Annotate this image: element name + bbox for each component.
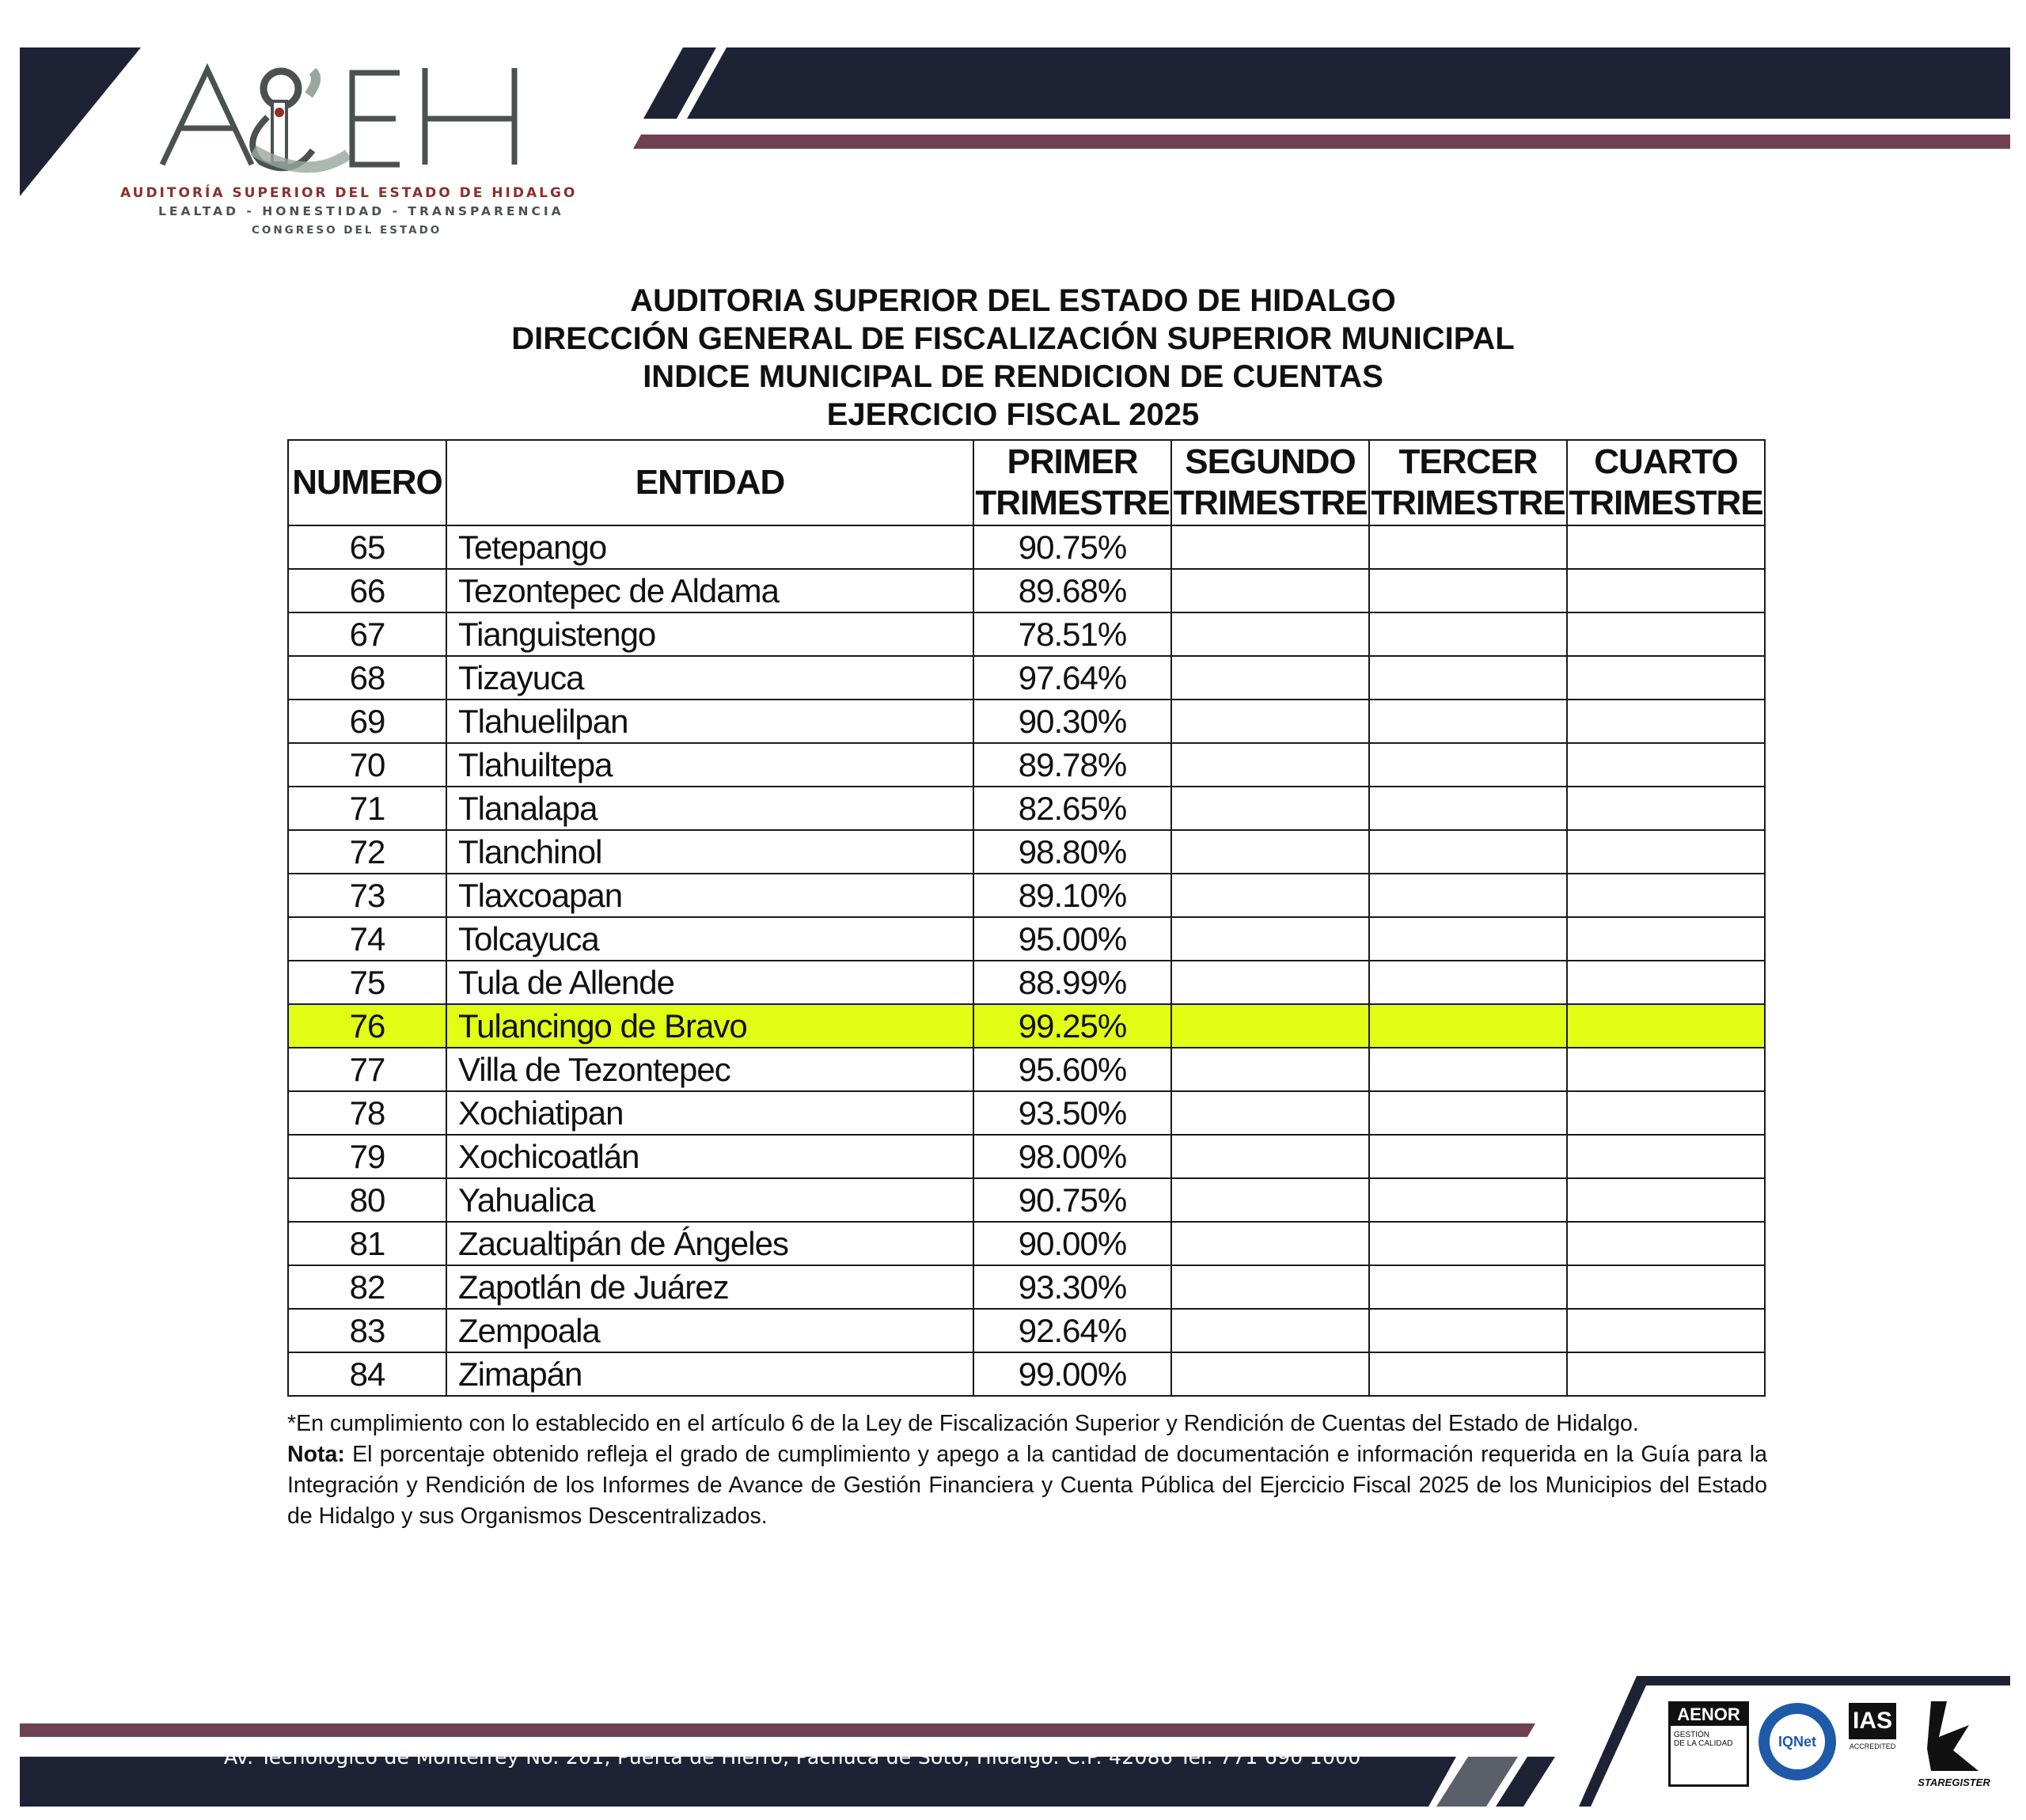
table-row bbox=[288, 1178, 1765, 1222]
cell-primer-trimestre: 98.80% bbox=[973, 830, 1171, 874]
table-row bbox=[288, 700, 1765, 743]
cell-cuarto-trimestre bbox=[1567, 525, 1765, 569]
header-left-triangle bbox=[20, 47, 141, 196]
cell-primer-trimestre: 82.65% bbox=[973, 787, 1171, 830]
cell-numero: 77 bbox=[288, 1048, 446, 1091]
cell-primer-trimestre: 99.25% bbox=[973, 1004, 1171, 1048]
logo-motto: LEALTAD - HONESTIDAD - TRANSPARENCIA bbox=[158, 204, 564, 218]
cell-segundo-trimestre bbox=[1171, 961, 1369, 1004]
cell-tercer-trimestre bbox=[1369, 1004, 1567, 1048]
cell-segundo-trimestre bbox=[1171, 1004, 1369, 1048]
cell-primer-trimestre: 88.99% bbox=[973, 961, 1171, 1004]
cell-primer-trimestre: 78.51% bbox=[973, 612, 1171, 656]
cell-numero: 74 bbox=[288, 917, 446, 961]
cell-entidad: Zimapán bbox=[446, 1352, 973, 1396]
cell-numero: 84 bbox=[288, 1352, 446, 1396]
table-row bbox=[288, 1352, 1765, 1396]
cell-entidad: Tetepango bbox=[446, 525, 973, 569]
cell-segundo-trimestre bbox=[1171, 743, 1369, 787]
cell-entidad: Tlahuelilpan bbox=[446, 700, 973, 743]
cell-numero: 81 bbox=[288, 1222, 446, 1265]
cell-cuarto-trimestre bbox=[1567, 569, 1765, 612]
cell-entidad: Zapotlán de Juárez bbox=[446, 1265, 973, 1309]
logo-org-line: AUDITORÍA SUPERIOR DEL ESTADO DE HIDALGO bbox=[120, 185, 578, 201]
table-row bbox=[288, 1091, 1765, 1135]
cell-tercer-trimestre bbox=[1369, 1048, 1567, 1091]
cell-cuarto-trimestre bbox=[1567, 787, 1765, 830]
title-line-3: INDICE MUNICIPAL DE RENDICION DE CUENTAS bbox=[643, 359, 1383, 394]
cell-primer-trimestre: 89.78% bbox=[973, 743, 1171, 787]
cell-tercer-trimestre bbox=[1369, 612, 1567, 656]
cell-segundo-trimestre bbox=[1171, 787, 1369, 830]
cell-cuarto-trimestre bbox=[1567, 612, 1765, 656]
col-header-numero: NUMERO bbox=[288, 440, 446, 525]
nota-text: El porcentaje obtenido refleja el grado de cumplimiento y apego a la cantidad de documentación e información requerida en la Guía para la Integración y Rendición de los Informes de Avance de Gestión Financiera y Cuenta Pública del Ejercicio Fiscal 2025 de los Municipios del Estado de Hidalgo y sus Organismos Descentralizados. bbox=[287, 1442, 1767, 1529]
cell-entidad: Tula de Allende bbox=[446, 961, 973, 1004]
cell-entidad: Tlanchinol bbox=[446, 830, 973, 874]
col-header-tercer-trimestre: TERCER TRIMESTRE bbox=[1369, 440, 1567, 525]
cell-cuarto-trimestre bbox=[1567, 1178, 1765, 1222]
cell-primer-trimestre: 99.00% bbox=[973, 1352, 1171, 1396]
cell-numero: 75 bbox=[288, 961, 446, 1004]
table-row bbox=[288, 917, 1765, 961]
cell-cuarto-trimestre bbox=[1567, 1265, 1765, 1309]
cell-tercer-trimestre bbox=[1369, 917, 1567, 961]
cell-primer-trimestre: 95.60% bbox=[973, 1048, 1171, 1091]
cell-segundo-trimestre bbox=[1171, 1222, 1369, 1265]
logo-sub: CONGRESO DEL ESTADO bbox=[252, 224, 442, 237]
table-header bbox=[288, 440, 1765, 525]
cell-cuarto-trimestre bbox=[1567, 1309, 1765, 1352]
col-header-entidad: ENTIDAD bbox=[446, 440, 973, 525]
cell-tercer-trimestre bbox=[1369, 656, 1567, 700]
cell-numero: 68 bbox=[288, 656, 446, 700]
ias-sub: ACCREDITED bbox=[1849, 1742, 1896, 1750]
table-row bbox=[288, 569, 1765, 612]
cell-primer-trimestre: 95.00% bbox=[973, 917, 1171, 961]
cell-numero: 79 bbox=[288, 1135, 446, 1178]
title-line-1: AUDITORIA SUPERIOR DEL ESTADO DE HIDALGO bbox=[630, 283, 1396, 318]
nota-paragraph bbox=[287, 1439, 1767, 1532]
iqnet-label: IQNet bbox=[1777, 1733, 1816, 1750]
footer-address: Av. Tecnológico de Monterrey No. 201, Puerta de Hierro, Pachuca de Soto, Hidalgo. C.P. 42086 Tel. 771 690 1000 bbox=[224, 1746, 1361, 1769]
col-header-segundo-trimestre: SEGUNDO TRIMESTRE bbox=[1171, 440, 1369, 525]
cell-segundo-trimestre bbox=[1171, 917, 1369, 961]
cell-cuarto-trimestre bbox=[1567, 1048, 1765, 1091]
header-stripe-2 bbox=[687, 47, 2010, 119]
table-row bbox=[288, 743, 1765, 787]
cell-entidad: Tianguistengo bbox=[446, 612, 973, 656]
aseh-logo-graphic bbox=[162, 68, 514, 168]
cell-entidad: Zacualtipán de Ángeles bbox=[446, 1222, 973, 1265]
cell-entidad: Tezontepec de Aldama bbox=[446, 569, 973, 612]
title-line-4: EJERCICIO FISCAL 2025 bbox=[826, 397, 1200, 432]
cell-segundo-trimestre bbox=[1171, 830, 1369, 874]
cell-numero: 66 bbox=[288, 569, 446, 612]
table-row bbox=[288, 830, 1765, 874]
star-icon bbox=[1907, 1701, 2001, 1773]
cell-cuarto-trimestre bbox=[1567, 874, 1765, 917]
cell-tercer-trimestre bbox=[1369, 961, 1567, 1004]
cell-cuarto-trimestre bbox=[1567, 1135, 1765, 1178]
table-row bbox=[288, 656, 1765, 700]
cell-numero: 69 bbox=[288, 700, 446, 743]
aenor-sub2: DE LA CALIDAD bbox=[1674, 1739, 1733, 1748]
cell-tercer-trimestre bbox=[1369, 700, 1567, 743]
ias-label: IAS bbox=[1849, 1703, 1896, 1739]
cell-segundo-trimestre bbox=[1171, 569, 1369, 612]
cell-numero: 80 bbox=[288, 1178, 446, 1222]
cell-segundo-trimestre bbox=[1171, 874, 1369, 917]
table-body bbox=[288, 525, 1765, 1396]
cell-primer-trimestre: 90.00% bbox=[973, 1222, 1171, 1265]
cell-segundo-trimestre bbox=[1171, 1265, 1369, 1309]
aenor-badge bbox=[1668, 1701, 1749, 1787]
cell-segundo-trimestre bbox=[1171, 1135, 1369, 1178]
cell-primer-trimestre: 89.68% bbox=[973, 569, 1171, 612]
ias-badge bbox=[1849, 1703, 1896, 1782]
cell-entidad: Tlanalapa bbox=[446, 787, 973, 830]
cell-cuarto-trimestre bbox=[1567, 917, 1765, 961]
cell-primer-trimestre: 92.64% bbox=[973, 1309, 1171, 1352]
cell-numero: 71 bbox=[288, 787, 446, 830]
rendicion-table bbox=[287, 439, 1766, 1397]
cell-segundo-trimestre bbox=[1171, 612, 1369, 656]
table-row bbox=[288, 787, 1765, 830]
cell-segundo-trimestre bbox=[1171, 1352, 1369, 1396]
cell-numero: 65 bbox=[288, 525, 446, 569]
cell-entidad: Tlaxcoapan bbox=[446, 874, 973, 917]
cell-tercer-trimestre bbox=[1369, 743, 1567, 787]
cell-segundo-trimestre bbox=[1171, 1048, 1369, 1091]
notes-block bbox=[287, 1409, 1767, 1532]
cell-tercer-trimestre bbox=[1369, 525, 1567, 569]
cell-numero: 67 bbox=[288, 612, 446, 656]
cell-primer-trimestre: 89.10% bbox=[973, 874, 1171, 917]
cell-segundo-trimestre bbox=[1171, 1178, 1369, 1222]
col-header-primer-trimestre: PRIMER TRIMESTRE bbox=[973, 440, 1171, 525]
cell-segundo-trimestre bbox=[1171, 525, 1369, 569]
cell-segundo-trimestre bbox=[1171, 1091, 1369, 1135]
staregister-badge bbox=[1907, 1701, 2001, 1788]
cell-numero: 72 bbox=[288, 830, 446, 874]
cell-entidad: Yahualica bbox=[446, 1178, 973, 1222]
cell-cuarto-trimestre bbox=[1567, 961, 1765, 1004]
document-title-block bbox=[0, 282, 2026, 434]
footnote: *En cumplimiento con lo establecido en el artículo 6 de la Ley de Fiscalización Superior y Rendición de Cuentas del Estado de Hidalgo. bbox=[287, 1411, 1639, 1436]
table-row bbox=[288, 1004, 1765, 1048]
cell-entidad: Tlahuiltepa bbox=[446, 743, 973, 787]
table-row bbox=[288, 1048, 1765, 1091]
table-row bbox=[288, 1222, 1765, 1265]
cell-cuarto-trimestre bbox=[1567, 743, 1765, 787]
cell-cuarto-trimestre bbox=[1567, 700, 1765, 743]
cell-entidad: Xochiatipan bbox=[446, 1091, 973, 1135]
staregister-label: STAREGISTER bbox=[1918, 1776, 1990, 1788]
aenor-sub1: GESTIÓN bbox=[1674, 1731, 1710, 1739]
iqnet-badge bbox=[1759, 1703, 1836, 1780]
nota-label: Nota: bbox=[287, 1442, 345, 1467]
footer-maroon-line bbox=[20, 1723, 1535, 1737]
cell-entidad: Villa de Tezontepec bbox=[446, 1048, 973, 1091]
table-row bbox=[288, 874, 1765, 917]
table-row bbox=[288, 1265, 1765, 1309]
table-row bbox=[288, 525, 1765, 569]
cell-numero: 73 bbox=[288, 874, 446, 917]
aenor-label: AENOR bbox=[1671, 1704, 1747, 1726]
cell-tercer-trimestre bbox=[1369, 569, 1567, 612]
cell-tercer-trimestre bbox=[1369, 830, 1567, 874]
cell-cuarto-trimestre bbox=[1567, 1222, 1765, 1265]
cell-tercer-trimestre bbox=[1369, 1309, 1567, 1352]
cell-cuarto-trimestre bbox=[1567, 830, 1765, 874]
cell-cuarto-trimestre bbox=[1567, 1352, 1765, 1396]
cell-entidad: Tizayuca bbox=[446, 656, 973, 700]
cell-tercer-trimestre bbox=[1369, 1135, 1567, 1178]
cell-segundo-trimestre bbox=[1171, 700, 1369, 743]
table-row bbox=[288, 1135, 1765, 1178]
cell-entidad: Zempoala bbox=[446, 1309, 973, 1352]
cell-tercer-trimestre bbox=[1369, 1091, 1567, 1135]
cell-tercer-trimestre bbox=[1369, 1222, 1567, 1265]
cell-numero: 82 bbox=[288, 1265, 446, 1309]
title-line-2: DIRECCIÓN GENERAL DE FISCALIZACIÓN SUPERIOR MUNICIPAL bbox=[511, 321, 1515, 356]
table-row bbox=[288, 612, 1765, 656]
cell-tercer-trimestre bbox=[1369, 1178, 1567, 1222]
table-row bbox=[288, 961, 1765, 1004]
cell-cuarto-trimestre bbox=[1567, 1004, 1765, 1048]
cell-tercer-trimestre bbox=[1369, 874, 1567, 917]
cell-numero: 70 bbox=[288, 743, 446, 787]
cell-entidad: Tolcayuca bbox=[446, 917, 973, 961]
cell-primer-trimestre: 97.64% bbox=[973, 656, 1171, 700]
cell-entidad: Tulancingo de Bravo bbox=[446, 1004, 973, 1048]
cell-cuarto-trimestre bbox=[1567, 1091, 1765, 1135]
cell-primer-trimestre: 93.50% bbox=[973, 1091, 1171, 1135]
cell-cuarto-trimestre bbox=[1567, 656, 1765, 700]
cell-entidad: Xochicoatlán bbox=[446, 1135, 973, 1178]
cell-primer-trimestre: 98.00% bbox=[973, 1135, 1171, 1178]
col-header-cuarto-trimestre: CUARTO TRIMESTRE bbox=[1567, 440, 1765, 525]
cell-tercer-trimestre bbox=[1369, 1265, 1567, 1309]
cell-primer-trimestre: 90.75% bbox=[973, 1178, 1171, 1222]
cell-tercer-trimestre bbox=[1369, 787, 1567, 830]
cell-segundo-trimestre bbox=[1171, 656, 1369, 700]
cell-segundo-trimestre bbox=[1171, 1309, 1369, 1352]
cell-primer-trimestre: 90.30% bbox=[973, 700, 1171, 743]
cell-tercer-trimestre bbox=[1369, 1352, 1567, 1396]
cell-primer-trimestre: 90.75% bbox=[973, 525, 1171, 569]
header-maroon-line bbox=[633, 135, 2010, 149]
cell-numero: 78 bbox=[288, 1091, 446, 1135]
cell-primer-trimestre: 93.30% bbox=[973, 1265, 1171, 1309]
cell-numero: 76 bbox=[288, 1004, 446, 1048]
cell-numero: 83 bbox=[288, 1309, 446, 1352]
table-row bbox=[288, 1309, 1765, 1352]
